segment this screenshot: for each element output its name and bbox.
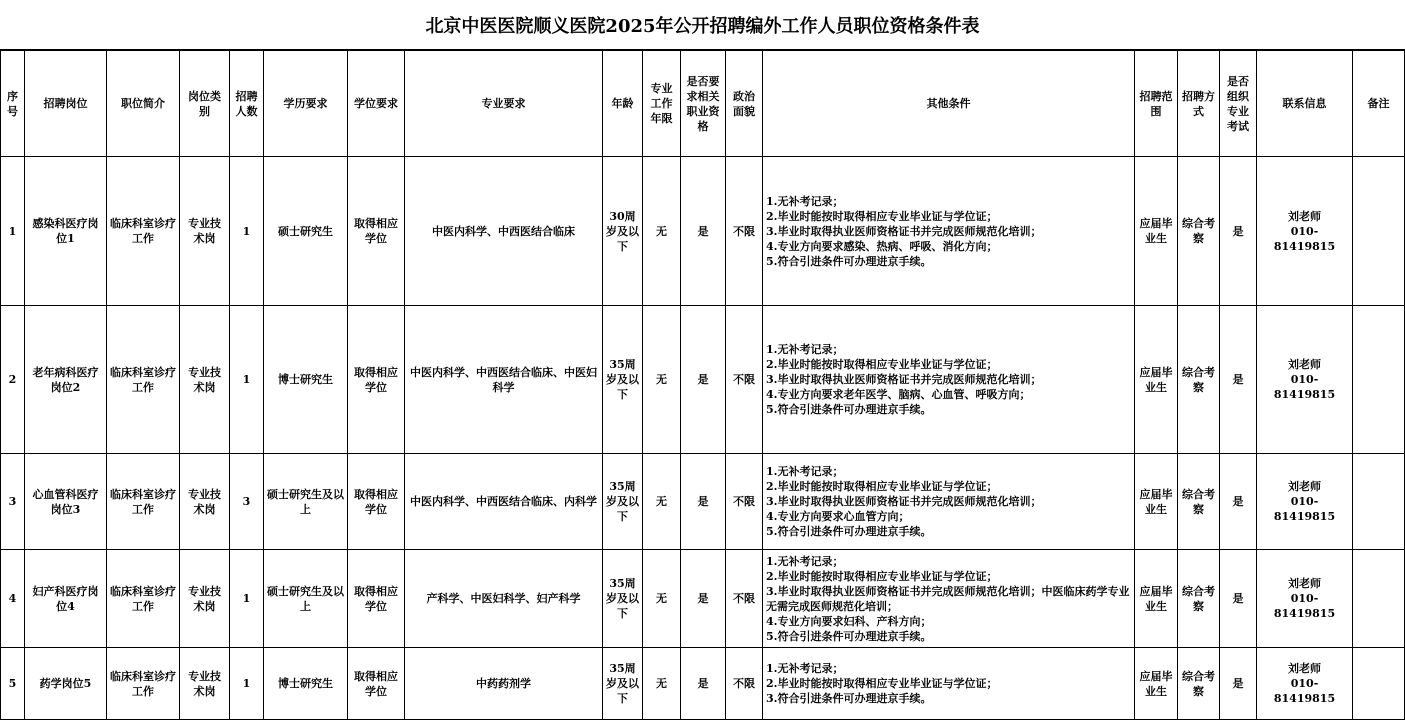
condition-line: 4.专业方向要求感染、热病、呼吸、消化方向； — [766, 239, 998, 253]
header-age: 年龄 — [603, 51, 643, 157]
cell-seq: 2 — [1, 306, 25, 454]
table-row — [1, 306, 1405, 454]
condition-line: 4.专业方向要求心血管方向； — [766, 510, 910, 523]
cell-intro: 临床科室诊疗工作 — [107, 648, 180, 720]
cell-major: 中医内科学、中西医结合临床、内科学 — [405, 454, 603, 550]
cell-category: 专业技术岗 — [180, 550, 230, 648]
header-education: 学历要求 — [264, 51, 348, 157]
cell-intro: 临床科室诊疗工作 — [107, 550, 180, 648]
cell-contact — [1257, 306, 1353, 454]
cell-intro: 临床科室诊疗工作 — [107, 306, 180, 454]
cell-political: 不限 — [726, 550, 763, 648]
header-method: 招聘方式 — [1178, 51, 1220, 157]
cell-scope: 应届毕业生 — [1135, 550, 1178, 648]
header-other: 其他条件 — [763, 51, 1135, 157]
header-position: 招聘岗位 — [25, 51, 107, 157]
cell-intro: 临床科室诊疗工作 — [107, 454, 180, 550]
cell-remark — [1353, 550, 1405, 648]
cell-contact — [1257, 648, 1353, 720]
condition-line: 2.毕业时能按时取得相应专业毕业证与学位证； — [766, 358, 998, 371]
cell-other-conditions — [763, 306, 1135, 454]
cell-remark — [1353, 306, 1405, 454]
condition-line: 5.符合引进条件可办理进京手续。 — [766, 629, 932, 643]
cell-political: 不限 — [726, 306, 763, 454]
table-row — [1, 157, 1405, 306]
cell-exam: 是 — [1220, 157, 1257, 306]
contact-phone-number: 81419815 — [1273, 607, 1336, 620]
header-years: 专业工作年限 — [643, 51, 681, 157]
cell-major: 中医内科学、中西医结合临床、中医妇科学 — [405, 306, 603, 454]
cell-scope: 应届毕业生 — [1135, 157, 1178, 306]
condition-line: 1.无补考记录； — [766, 465, 844, 478]
condition-line: 3.毕业时取得执业医师资格证书并完成医师规范化培训； — [766, 373, 1042, 386]
cell-qualification: 是 — [681, 454, 726, 550]
cell-category: 专业技术岗 — [180, 157, 230, 306]
contact-phone-number: 81419815 — [1273, 510, 1336, 523]
condition-line: 5.符合引进条件可办理进京手续。 — [766, 525, 932, 538]
contact-name: 刘老师 — [1288, 662, 1321, 675]
table-row — [1, 550, 1405, 648]
header-count: 招聘人数 — [230, 51, 264, 157]
contact-phone-prefix: 010- — [1290, 592, 1319, 605]
cell-education: 硕士研究生及以上 — [264, 454, 348, 550]
header-exam: 是否组织专业考试 — [1220, 51, 1257, 157]
positions-table — [0, 50, 1405, 720]
cell-category: 专业技术岗 — [180, 648, 230, 720]
cell-exam: 是 — [1220, 550, 1257, 648]
contact-phone-number: 81419815 — [1273, 692, 1336, 705]
cell-political: 不限 — [726, 454, 763, 550]
condition-line: 3.毕业时取得执业医师资格证书并完成医师规范化培训； — [766, 495, 1042, 508]
condition-line: 4.专业方向要求妇科、产科方向； — [766, 614, 932, 628]
cell-qualification: 是 — [681, 648, 726, 720]
cell-education: 硕士研究生 — [264, 157, 348, 306]
contact-name: 刘老师 — [1288, 480, 1321, 493]
cell-position: 心血管科医疗岗位3 — [25, 454, 107, 550]
header-political: 政治面貌 — [726, 51, 763, 157]
cell-exam: 是 — [1220, 454, 1257, 550]
cell-qualification: 是 — [681, 306, 726, 454]
cell-degree: 取得相应学位 — [348, 157, 405, 306]
condition-line: 3.符合引进条件可办理进京手续。 — [766, 692, 932, 705]
condition-line: 2.毕业时能按时取得相应专业毕业证与学位证； — [766, 677, 998, 690]
contact-name: 刘老师 — [1288, 577, 1321, 590]
table-row — [1, 454, 1405, 550]
cell-count: 1 — [230, 157, 264, 306]
cell-count: 1 — [230, 306, 264, 454]
cell-position: 老年病科医疗岗位2 — [25, 306, 107, 454]
condition-line: 2.毕业时能按时取得相应专业毕业证与学位证； — [766, 209, 998, 223]
cell-years: 无 — [643, 454, 681, 550]
condition-line: 1.无补考记录； — [766, 662, 844, 675]
cell-method: 综合考察 — [1178, 648, 1220, 720]
header-degree: 学位要求 — [348, 51, 405, 157]
cell-major: 中医内科学、中西医结合临床 — [405, 157, 603, 306]
header-remark: 备注 — [1353, 51, 1405, 157]
contact-phone-prefix: 010- — [1290, 373, 1319, 386]
cell-years: 无 — [643, 306, 681, 454]
cell-age: 35周岁及以下 — [603, 306, 643, 454]
cell-other-conditions — [763, 454, 1135, 550]
cell-contact — [1257, 157, 1353, 306]
cell-remark — [1353, 648, 1405, 720]
contact-name: 刘老师 — [1288, 358, 1321, 371]
condition-line: 1.无补考记录； — [766, 554, 844, 568]
cell-method: 综合考察 — [1178, 550, 1220, 648]
condition-line: 4.专业方向要求老年医学、脑病、心血管、呼吸方向； — [766, 388, 1031, 401]
cell-years: 无 — [643, 157, 681, 306]
cell-degree: 取得相应学位 — [348, 550, 405, 648]
header-category: 岗位类别 — [180, 51, 230, 157]
cell-qualification: 是 — [681, 550, 726, 648]
condition-line: 3.毕业时取得执业医师资格证书并完成医师规范化培训；中医临床药学专业无需完成医师规范化培训； — [766, 584, 1130, 613]
contact-phone-prefix: 010- — [1290, 224, 1319, 238]
cell-education: 博士研究生 — [264, 306, 348, 454]
cell-method: 综合考察 — [1178, 306, 1220, 454]
cell-age: 35周岁及以下 — [603, 550, 643, 648]
condition-line: 3.毕业时取得执业医师资格证书并完成医师规范化培训； — [766, 224, 1042, 238]
cell-contact — [1257, 550, 1353, 648]
header-contact: 联系信息 — [1257, 51, 1353, 157]
cell-degree: 取得相应学位 — [348, 648, 405, 720]
contact-phone-prefix: 010- — [1290, 677, 1319, 690]
condition-line: 2.毕业时能按时取得相应专业毕业证与学位证； — [766, 480, 998, 493]
cell-major: 中药药剂学 — [405, 648, 603, 720]
cell-age: 35周岁及以下 — [603, 648, 643, 720]
cell-exam: 是 — [1220, 648, 1257, 720]
condition-line: 5.符合引进条件可办理进京手续。 — [766, 403, 932, 416]
page-title: 北京中医医院顺义医院2025年公开招聘编外工作人员职位资格条件表 — [0, 0, 1405, 50]
cell-contact — [1257, 454, 1353, 550]
cell-remark — [1353, 454, 1405, 550]
condition-line: 2.毕业时能按时取得相应专业毕业证与学位证； — [766, 569, 998, 583]
cell-intro: 临床科室诊疗工作 — [107, 157, 180, 306]
header-intro: 职位简介 — [107, 51, 180, 157]
cell-scope: 应届毕业生 — [1135, 306, 1178, 454]
cell-method: 综合考察 — [1178, 454, 1220, 550]
header-seq: 序号 — [1, 51, 25, 157]
cell-degree: 取得相应学位 — [348, 454, 405, 550]
cell-seq: 5 — [1, 648, 25, 720]
cell-years: 无 — [643, 648, 681, 720]
cell-position: 感染科医疗岗位1 — [25, 157, 107, 306]
contact-phone-prefix: 010- — [1290, 495, 1319, 508]
cell-count: 1 — [230, 550, 264, 648]
cell-position: 药学岗位5 — [25, 648, 107, 720]
cell-education: 博士研究生 — [264, 648, 348, 720]
cell-education: 硕士研究生及以上 — [264, 550, 348, 648]
cell-age: 35周岁及以下 — [603, 454, 643, 550]
cell-other-conditions — [763, 648, 1135, 720]
cell-age: 30周岁及以下 — [603, 157, 643, 306]
cell-political: 不限 — [726, 648, 763, 720]
cell-major: 产科学、中医妇科学、妇产科学 — [405, 550, 603, 648]
cell-degree: 取得相应学位 — [348, 306, 405, 454]
condition-line: 1.无补考记录； — [766, 343, 844, 356]
cell-other-conditions — [763, 157, 1135, 306]
cell-category: 专业技术岗 — [180, 306, 230, 454]
header-major: 专业要求 — [405, 51, 603, 157]
cell-position: 妇产科医疗岗位4 — [25, 550, 107, 648]
condition-line: 1.无补考记录； — [766, 194, 844, 208]
cell-political: 不限 — [726, 157, 763, 306]
condition-line: 5.符合引进条件可办理进京手续。 — [766, 254, 932, 268]
header-qualification: 是否要求相关职业资格 — [681, 51, 726, 157]
cell-remark — [1353, 157, 1405, 306]
cell-seq: 4 — [1, 550, 25, 648]
cell-count: 1 — [230, 648, 264, 720]
cell-exam: 是 — [1220, 306, 1257, 454]
cell-method: 综合考察 — [1178, 157, 1220, 306]
cell-years: 无 — [643, 550, 681, 648]
contact-phone-number: 81419815 — [1273, 239, 1336, 253]
table-row — [1, 648, 1405, 720]
cell-scope: 应届毕业生 — [1135, 454, 1178, 550]
cell-count: 3 — [230, 454, 264, 550]
cell-scope: 应届毕业生 — [1135, 648, 1178, 720]
cell-other-conditions — [763, 550, 1135, 648]
cell-qualification: 是 — [681, 157, 726, 306]
contact-name: 刘老师 — [1288, 209, 1321, 223]
cell-seq: 1 — [1, 157, 25, 306]
header-row — [1, 51, 1405, 157]
contact-phone-number: 81419815 — [1273, 388, 1336, 401]
header-scope: 招聘范围 — [1135, 51, 1178, 157]
cell-category: 专业技术岗 — [180, 454, 230, 550]
cell-seq: 3 — [1, 454, 25, 550]
